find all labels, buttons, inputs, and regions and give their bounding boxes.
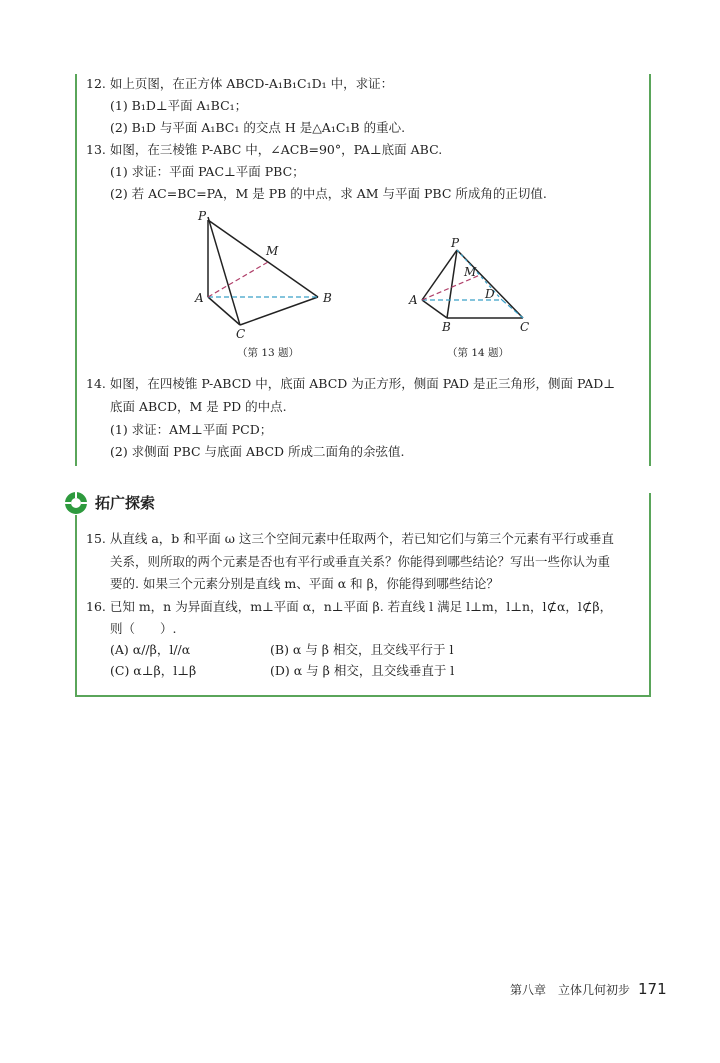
label-P: P: [451, 236, 460, 250]
problem-14-line: 14. 如图，在四棱锥 P-ABCD 中，底面 ABCD 为正方形，侧面 PAD 是正三角形，侧面 PAD⊥: [86, 376, 616, 391]
label-C: C: [236, 327, 246, 340]
problem-12-line: 12. 如上页图，在正方体 ABCD-A₁B₁C₁D₁ 中，求证：: [86, 76, 394, 91]
page-number: 171: [638, 980, 667, 998]
page-footer: [510, 980, 667, 998]
label-P: P: [198, 209, 207, 223]
option-d: (D) α 与 β 相交，且交线垂直于 l: [270, 663, 455, 678]
frame-left-top: [75, 74, 77, 466]
problem-16-line2: 则（ ）.: [110, 621, 177, 636]
problem-13-part2: (2) 若 AC=BC=PA，M 是 PB 的中点，求 AM 与平面 PBC 所成角的正切值.: [110, 186, 547, 201]
figure-13-pyramid: [190, 205, 340, 340]
frame-right-bottom: [649, 493, 651, 697]
problem-12-part2: (2) B₁D 与平面 A₁BC₁ 的交点 H 是△A₁C₁B 的重心.: [110, 120, 406, 135]
frame-bottom: [75, 695, 651, 697]
problem-12-part1: (1) B₁D⊥平面 A₁BC₁；: [110, 98, 248, 113]
label-M: M: [266, 244, 279, 258]
problem-13-line: 13. 如图，在三棱锥 P-ABC 中，∠ACB=90°，PA⊥底面 ABC.: [86, 142, 443, 157]
option-a: (A) α//β，l//α: [110, 642, 191, 657]
problem-13-part1: (1) 求证：平面 PAC⊥平面 PBC；: [110, 164, 305, 179]
option-b: (B) α 与 β 相交，且交线平行于 l: [270, 642, 454, 657]
label-M: M: [464, 265, 477, 279]
label-C: C: [520, 320, 530, 334]
problem-15-line2: 关系，则所取的两个元素是否也有平行或垂直关系？你能得到哪些结论？写出一些你认为重: [110, 554, 611, 569]
section-logo-icon: [63, 490, 89, 516]
problem-15-line3: 要的. 如果三个元素分别是直线 m、平面 α 和 β，你能得到哪些结论？: [110, 576, 499, 591]
problem-16-line: 16. 已知 m，n 为异面直线，m⊥平面 α，n⊥平面 β. 若直线 l 满足 l⊥m，l⊥n，l⊄α，l⊄β，: [86, 599, 613, 614]
label-A: A: [409, 293, 418, 307]
option-c: (C) α⊥β，l⊥β: [110, 663, 197, 678]
label-B: B: [442, 320, 451, 334]
frame-left-bottom: [75, 515, 77, 697]
label-B: B: [323, 291, 332, 305]
label-D: D: [485, 287, 495, 301]
frame-right-top: [649, 74, 651, 466]
problem-15-line: 15. 从直线 a，b 和平面 ω 这三个空间元素中任取两个，若已知它们与第三个元素有平行或垂直: [86, 531, 614, 546]
figure-14-pyramid: [405, 230, 540, 340]
problem-14-line2: 底面 ABCD，M 是 PD 的中点.: [110, 399, 287, 414]
label-A: A: [195, 291, 204, 305]
problem-14-part1: (1) 求证：AM⊥平面 PCD；: [110, 422, 273, 437]
figure-14-caption: （第 14 题）: [447, 347, 510, 359]
chapter-title: 第八章 立体几何初步: [510, 983, 631, 997]
figure-13-caption: （第 13 题）: [237, 347, 300, 359]
problem-14-part2: (2) 求侧面 PBC 与底面 ABCD 所成二面角的余弦值.: [110, 444, 405, 459]
section-title: 拓广探索: [95, 494, 156, 512]
